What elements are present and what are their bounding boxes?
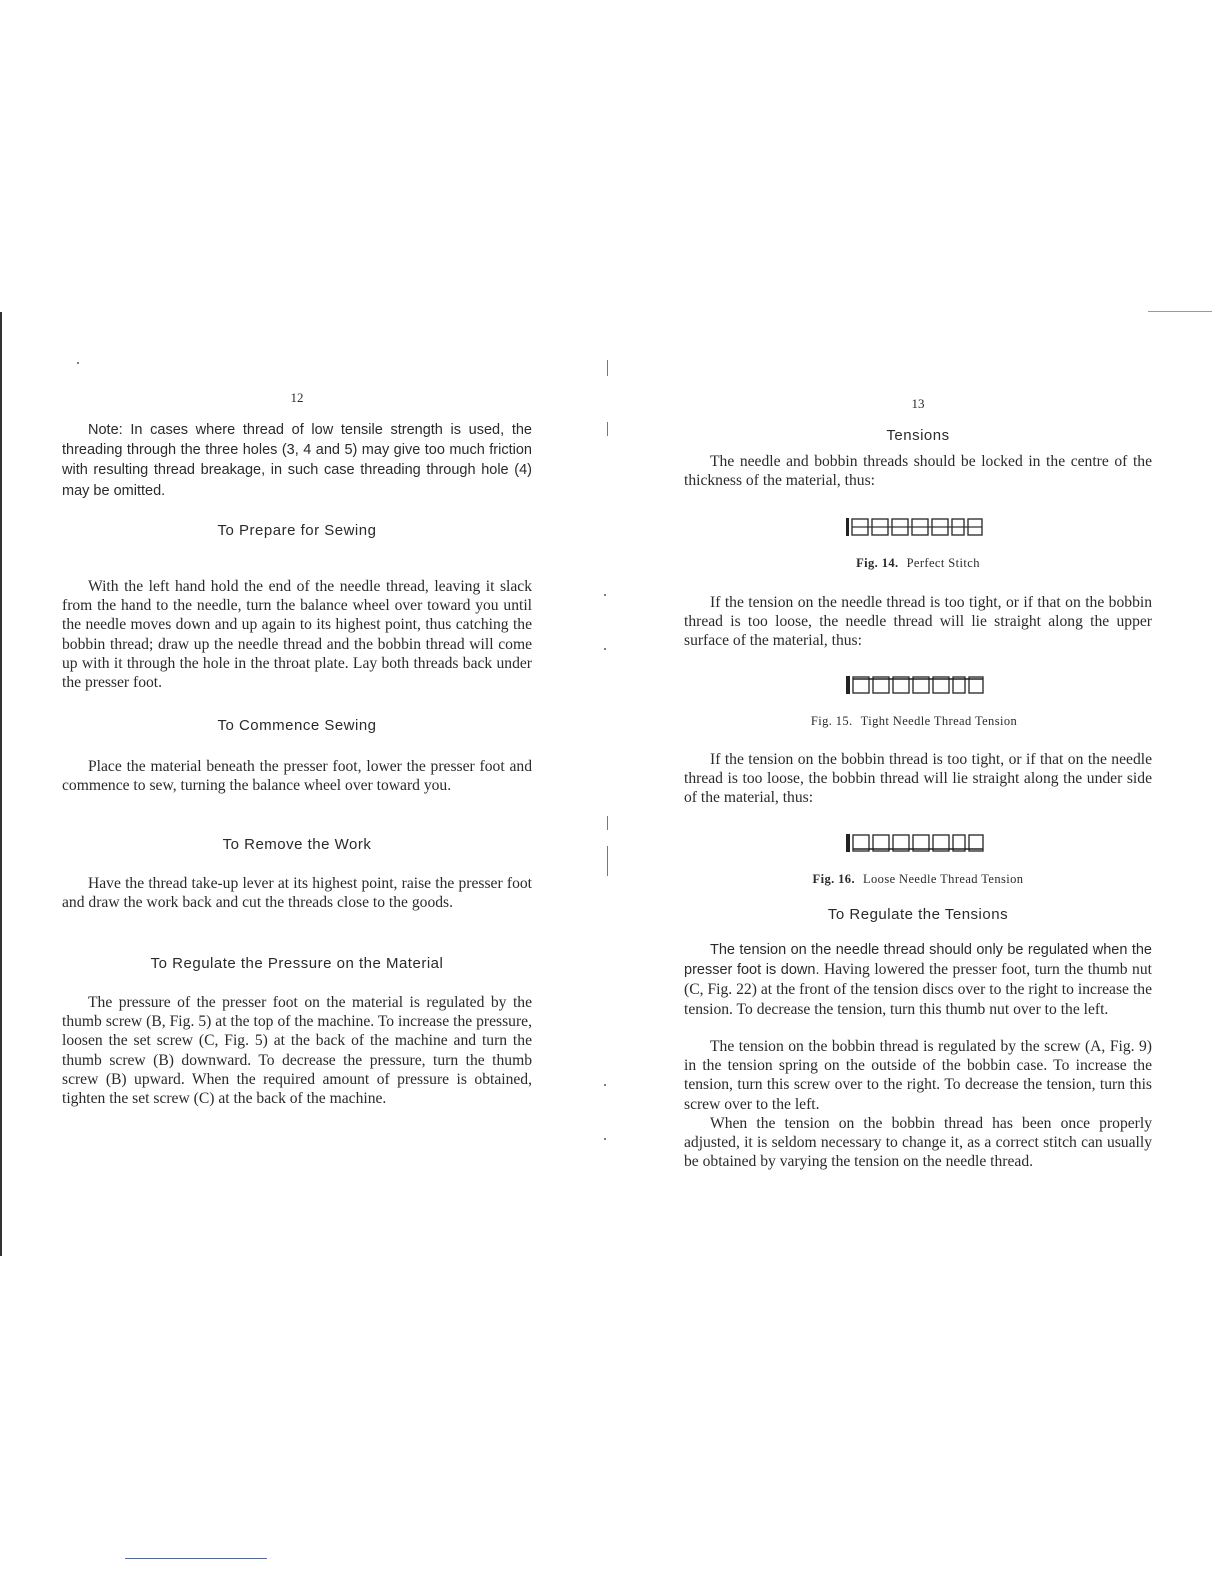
section-text: Place the material beneath the presser foot, lower the presser foot and commence to sew, turning the balance wheel over toward you. bbox=[62, 758, 532, 795]
tensions-intro: The needle and bobbin threads should be locked in the centre of the thickness of the material, thus: bbox=[684, 453, 1152, 490]
section-text: The pressure of the presser foot on the material is regulated by the thumb screw (B, Fig. 5) at the top of the machine. To increase the pressure, loosen the set screw (C, Fig. 5) at the back of the machine and turn the thumb screw (B) downward. To decrease the pressure, turn the thumb screw (B) upward. When the required amount of pressure is obtained, tighten the set screw (C) at the back of the machine. bbox=[62, 994, 532, 1108]
scan-speck bbox=[604, 1084, 606, 1086]
scan-edge-line-top-right bbox=[1148, 311, 1212, 312]
note-paragraph bbox=[62, 420, 532, 501]
scan-speck bbox=[604, 1138, 606, 1140]
perfect-stitch-icon bbox=[846, 516, 990, 540]
figure-caption-text: Perfect Stitch bbox=[906, 556, 980, 570]
figure-label: Fig. 15. bbox=[810, 714, 853, 728]
section-text: With the left hand hold the end of the needle thread, leaving it slack from the hand to the needle, turn the balance wheel over toward you until the needle moves down and up again to its highest point, thus catching the bobbin thread; draw up the needle thread and the bobbin thread will come up with it through the hole in the throat plate. Lay both threads back under the presser foot. bbox=[62, 578, 532, 692]
figure-caption bbox=[684, 872, 1152, 887]
gutter-mark bbox=[607, 422, 608, 436]
scan-speck bbox=[604, 594, 606, 596]
loose-tension-text: If the tension on the bobbin thread is too tight, or if that on the needle thread is too loose, the bobbin thread will lie straight along the under side of the material, thus: bbox=[684, 751, 1152, 807]
loose-needle-tension-icon bbox=[846, 832, 990, 856]
tight-needle-tension-icon bbox=[846, 674, 990, 698]
regulate-rest: Having lowered the presser foot, turn the thumb nut (C, Fig. 22) at the front of the tension discs over to the right to increase the tension. To decrease the tension, turn this thumb nut over to the left. bbox=[684, 961, 1152, 1018]
tight-tension-text: If the tension on the needle thread is too tight, or if that on the bobbin thread is too loose, the needle thread will lie straight along the upper surface of the material, thus: bbox=[684, 594, 1152, 650]
section-heading: To Prepare for Sewing bbox=[217, 522, 377, 539]
regulate-paragraph-1 bbox=[684, 940, 1152, 1019]
section-heading: To Remove the Work bbox=[222, 836, 372, 853]
note-label: Note: bbox=[88, 422, 123, 438]
regulate-paragraph-2: The tension on the bobbin thread is regulated by the screw (A, Fig. 9) in the tension spring on the outside of the bobbin case. To increase the tension, turn this screw over to the right. To decrease the tension, turn this screw over to the left. bbox=[684, 1038, 1152, 1113]
section-heading: To Commence Sewing bbox=[217, 717, 377, 734]
section-heading: Tensions bbox=[886, 427, 950, 444]
figure-caption bbox=[684, 714, 1152, 729]
underline-artifact bbox=[125, 1558, 267, 1559]
figure-label: Fig. 14. bbox=[856, 556, 899, 570]
section-text: Have the thread take-up lever at its highest point, raise the presser foot and draw the work back and cut the threads close to the goods. bbox=[62, 875, 532, 912]
section-heading: To Regulate the Pressure on the Material bbox=[150, 955, 444, 972]
page-number: 12 bbox=[290, 390, 304, 405]
scan-edge-line bbox=[0, 312, 2, 1256]
gutter-mark bbox=[607, 816, 608, 830]
figure-label: Fig. 16. bbox=[812, 872, 855, 886]
gutter-mark bbox=[607, 846, 608, 876]
figure-caption bbox=[684, 556, 1152, 571]
page-number: 13 bbox=[911, 396, 925, 411]
regulate-paragraph-3: When the tension on the bobbin thread has been once properly adjusted, it is seldom necessary to change it, as a correct stitch can usually be obtained by varying the tension on the needle thread. bbox=[684, 1115, 1152, 1171]
figure-caption-text: Tight Needle Thread Tension bbox=[860, 714, 1018, 728]
note-text: In cases where thread of low tensile strength is used, the threading through the three holes (3, 4 and 5) may give too much friction with resulting thread breakage, in such case threading through hole (4) may be omitted. bbox=[62, 422, 532, 499]
gutter-mark bbox=[607, 360, 608, 376]
scan-speck bbox=[604, 648, 606, 650]
scan-speck bbox=[77, 362, 79, 364]
regulate-lead: The tension on the needle thread should only be regulated when the presser foot is down. bbox=[684, 942, 1152, 979]
section-heading: To Regulate the Tensions bbox=[827, 906, 1009, 923]
figure-caption-text: Loose Needle Thread Tension bbox=[862, 872, 1024, 886]
